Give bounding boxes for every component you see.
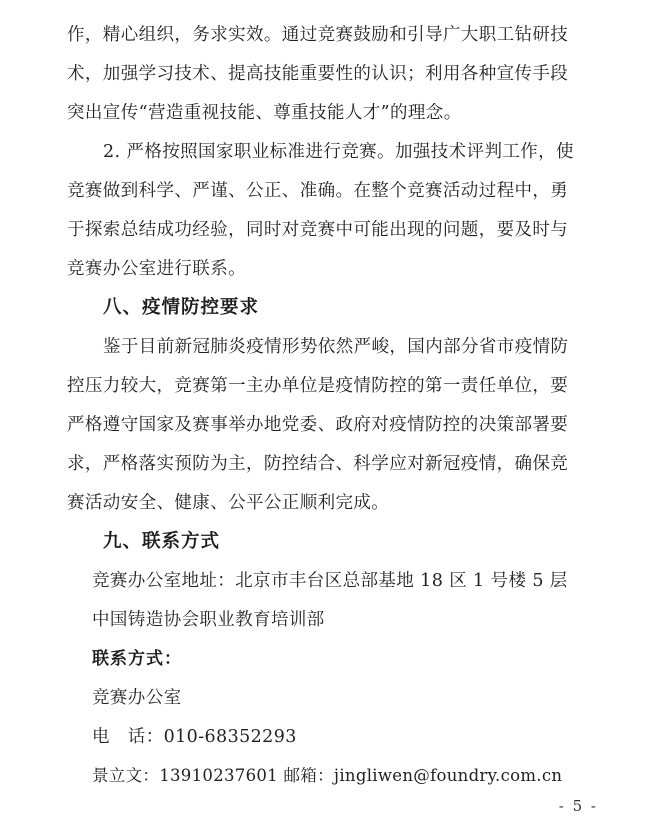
text-line: 赛活动安全、健康、公平公正顺利完成。 xyxy=(67,493,390,513)
text-line: 竞赛办公室进行联系。 xyxy=(67,259,246,279)
contact-label: 联系方式： xyxy=(92,649,182,669)
text-line: 竞赛做到科学、严谨、公正、准确。在整个竞赛活动过程中，勇 xyxy=(67,181,569,201)
text-line: 控压力较大，竞赛第一主办单位是疫情防控的第一责任单位，要 xyxy=(67,376,569,396)
contact-person-line: 景立文：13910237601 邮箱：jingliwen@foundry.com.cn xyxy=(92,766,563,785)
text-line: 突出宣传“营造重视技能、尊重技能人才”的理念。 xyxy=(67,103,462,123)
page-number: - 5 - xyxy=(558,797,598,815)
phone-line: 电 话：010-68352293 xyxy=(92,727,297,747)
text-line: 术，加强学习技术、提高技能重要性的认识；利用各种宣传手段 xyxy=(67,64,569,84)
text-line: 严格遵守国家及赛事举办地党委、政府对疫情防控的决策部署要 xyxy=(67,415,569,435)
section-heading: 九、联系方式 xyxy=(103,531,221,552)
address-line: 竞赛办公室地址：北京市丰台区总部基地 18 区 1 号楼 5 层 xyxy=(92,571,568,591)
text-line: 于探索总结成功经验，同时对竞赛中可能出现的问题，要及时与 xyxy=(67,220,569,240)
text-line: 作，精心组织，务求实效。通过竞赛鼓励和引导广大职工钻研技 xyxy=(67,25,569,45)
office-name: 竞赛办公室 xyxy=(92,688,182,708)
section-heading: 八、疫情防控要求 xyxy=(103,297,260,318)
text-line: 鉴于目前新冠肺炎疫情形势依然严峻，国内部分省市疫情防 xyxy=(103,337,569,357)
address-line: 中国铸造协会职业教育培训部 xyxy=(92,610,325,630)
text-line: 求，严格落实预防为主，防控结合、科学应对新冠疫情，确保竞 xyxy=(67,454,569,474)
text-line: 2. 严格按照国家职业标准进行竞赛。加强技术评判工作，使 xyxy=(103,142,574,162)
